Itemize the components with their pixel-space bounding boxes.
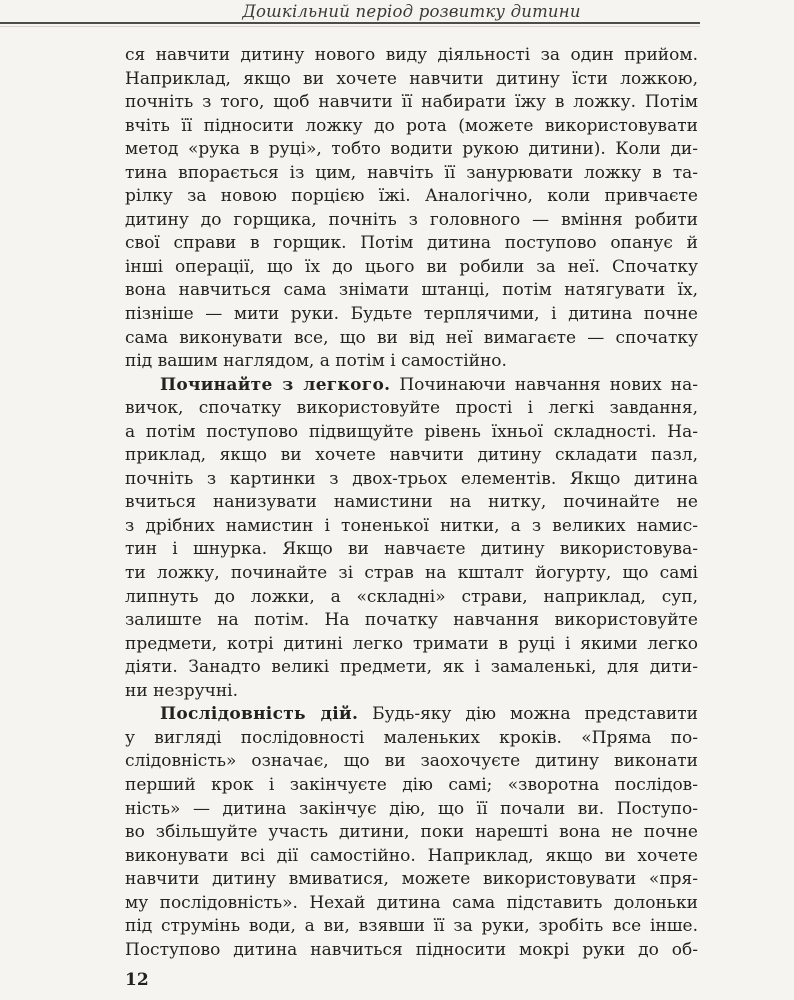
body-line: пізніше — мити руки. Будьте терплячими, і дитина почне: [125, 304, 698, 325]
body-line: рілку за новою порцією їжі. Аналогічно, коли привчаєте: [125, 186, 698, 207]
body-line: Поступово дитина навчиться підносити мокрі руки до об-: [125, 939, 698, 960]
body-line: вона навчиться сама знімати штанці, потім натягувати їх,: [125, 280, 698, 301]
body-line: тина впорається із цим, навчіть її занурювати ложку в та-: [125, 162, 698, 183]
body-line: з дрібних намистин і тоненької нитки, а з великих намис-: [125, 515, 698, 536]
running-header: Дошкільний період розвитку дитини: [242, 2, 581, 21]
body-line: залиште на потім. На початку навчання використовуйте: [125, 610, 698, 631]
body-line: вичок, спочатку використовуйте прості і легкі завдання,: [125, 398, 698, 419]
header-rule: [0, 22, 700, 24]
paragraph-lead-bold: Починайте з легкого.: [160, 374, 391, 395]
body-line: свої справи в горщик. Потім дитина поступово опанує й: [125, 233, 698, 254]
body-line: вчіть її підносити ложку до рота (можете використовувати: [125, 115, 698, 136]
body-line: навчити дитину вмиватися, можете використовувати «пря-: [125, 869, 698, 890]
body-line: во збільшуйте участь дитини, поки нарешті вона не почне: [125, 822, 698, 843]
body-line: у вигляді послідовності маленьких кроків. «Пряма по-: [125, 727, 698, 748]
body-line: виконувати всі дії самостійно. Наприклад, якщо ви хочете: [125, 845, 698, 866]
body-line: сама виконувати все, що ви від неї вимагаєте — спочатку: [125, 327, 698, 348]
body-line: під вашим наглядом, а потім і самостійно.: [125, 351, 507, 372]
body-line: ни незручні.: [125, 680, 239, 701]
body-line: ся навчити дитину нового виду діяльності за один прийом.: [125, 45, 698, 65]
body-line: слідовність» означає, що ви заохочуєте дитину виконати: [125, 751, 698, 772]
body-line: му послідовність». Нехай дитина сама підставить долоньки: [125, 892, 698, 913]
body-text: [125, 44, 698, 962]
paragraph: [125, 374, 698, 704]
body-line: тин і шнурка. Якщо ви навчаєте дитину використовува-: [125, 539, 698, 560]
body-line: приклад, якщо ви хочете навчити дитину складати пазл,: [125, 445, 698, 466]
body-line: ність» — дитина закінчує дію, що її почали ви. Поступо-: [125, 798, 698, 819]
paragraph: [125, 44, 698, 374]
body-line: почніть з того, щоб навчити її набирати їжу в ложку. Потім: [125, 92, 698, 113]
paragraph-lead-bold: Послідовність дій.: [160, 704, 359, 725]
body-line: перший крок і закінчуєте дію самі; «зворотна послідов-: [125, 774, 698, 795]
body-line: Наприклад, якщо ви хочете навчити дитину їсти ложкою,: [125, 68, 698, 89]
body-line: метод «рука в руці», тобто водити рукою дитини). Коли ди-: [125, 139, 698, 160]
body-line: а потім поступово підвищуйте рівень їхньої складності. На-: [125, 421, 698, 442]
body-line: почніть з картинки з двох-трьох елементів. Якщо дитина: [125, 468, 698, 489]
body-line: інші операції, що їх до цього ви робили за неї. Спочатку: [125, 256, 698, 277]
header-rule-shadow: [0, 26, 700, 27]
body-line: ти ложку, починайте зі страв на кшталт йогурту, що самі: [125, 563, 698, 584]
body-line: липнуть до ложки, а «складні» страви, наприклад, суп,: [125, 586, 698, 607]
body-line: предмети, котрі дитині легко тримати в руці і якими легко: [125, 633, 698, 654]
paragraph: [125, 703, 698, 962]
body-line: під струмінь води, а ви, взявши її за руки, зробіть все інше.: [125, 916, 698, 937]
body-line: дитину до горщика, почніть з головного — вміння робити: [125, 209, 698, 230]
body-line: Починайте з легкого. Починаючи навчання нових на-: [160, 374, 698, 395]
page-number: 12: [125, 970, 149, 990]
body-line: Послідовність дій. Будь-яку дію можна представити: [160, 704, 698, 725]
body-line: діяти. Занадто великі предмети, як і замаленькі, для дити-: [125, 657, 698, 678]
body-line: вчиться нанизувати намистини на нитку, починайте не: [125, 492, 698, 513]
